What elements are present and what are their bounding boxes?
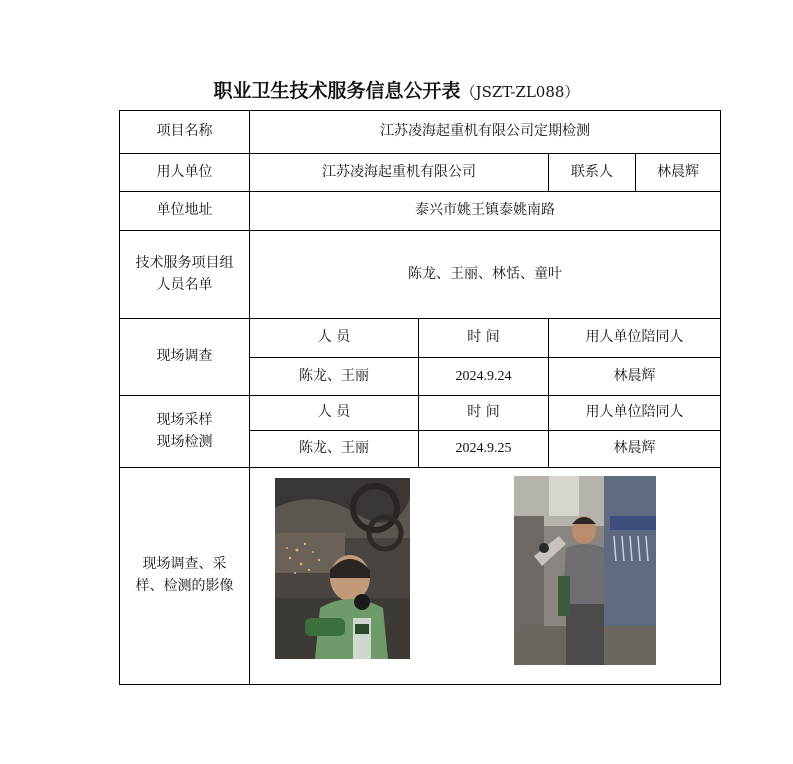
title-code: （JSZT-ZL088） <box>460 83 580 101</box>
images-label-text: 现场调查、采样、检测的影像 <box>135 556 234 594</box>
sampling-header-people: 人 员 <box>250 396 419 431</box>
sampling-header-time: 时 间 <box>419 396 549 431</box>
row-images <box>120 468 721 685</box>
project-name-label: 项目名称 <box>120 111 250 154</box>
address-label: 单位地址 <box>120 192 250 231</box>
row-address <box>120 192 721 231</box>
row-employer <box>120 154 721 192</box>
sampling-time: 2024.9.25 <box>419 431 549 468</box>
row-team <box>120 231 721 319</box>
survey-time: 2024.9.24 <box>419 358 549 396</box>
survey-companion: 林晨辉 <box>549 358 721 396</box>
sampling-label <box>120 396 250 468</box>
page-title <box>0 76 793 103</box>
row-survey-header <box>120 319 721 358</box>
survey-header-people: 人 员 <box>250 319 419 358</box>
images-cell <box>250 468 721 685</box>
sampling-label-text: 现场采样现场检测 <box>156 411 213 450</box>
site-photo-workshop <box>514 476 656 665</box>
employer-label: 用人单位 <box>120 154 250 192</box>
address-value: 泰兴市姚王镇泰姚南路 <box>250 192 721 231</box>
contact-label: 联系人 <box>549 154 636 192</box>
survey-header-time: 时 间 <box>419 319 549 358</box>
sampling-header-companion: 用人单位陪同人 <box>549 396 721 431</box>
survey-people: 陈龙、王丽 <box>250 358 419 396</box>
survey-label: 现场调查 <box>120 319 250 396</box>
title-main: 职业卫生技术服务信息公开表 <box>213 80 461 102</box>
project-name-value: 江苏凌海起重机有限公司定期检测 <box>250 111 721 154</box>
row-project-name <box>120 111 721 154</box>
sampling-companion: 林晨辉 <box>549 431 721 468</box>
row-sampling-header <box>120 396 721 431</box>
team-label <box>120 231 250 319</box>
info-table <box>119 110 721 685</box>
survey-header-companion: 用人单位陪同人 <box>549 319 721 358</box>
site-photo-welding <box>275 478 410 659</box>
sampling-people: 陈龙、王丽 <box>250 431 419 468</box>
team-value: 陈龙、王丽、林恬、童叶 <box>250 231 721 319</box>
employer-value: 江苏凌海起重机有限公司 <box>250 154 549 192</box>
team-label-text: 技术服务项目组人员名单 <box>135 254 234 293</box>
contact-value: 林晨辉 <box>636 154 721 192</box>
images-label <box>120 468 250 685</box>
